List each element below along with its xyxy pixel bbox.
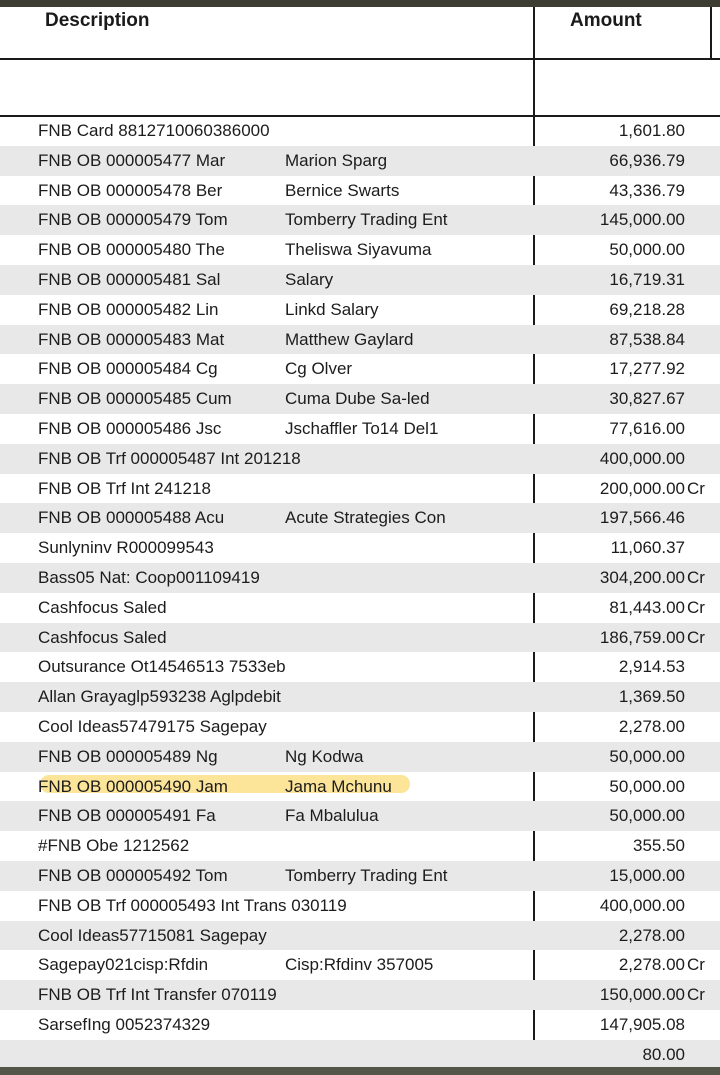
description-text: FNB OB 000005478 Ber (38, 180, 223, 200)
header-bottom-rule (0, 58, 720, 60)
header-right-divider (710, 7, 712, 59)
counterparty-text: Fa Mbalulua (285, 806, 379, 826)
counterparty-text: Marion Sparg (285, 150, 388, 170)
amount-value: 81,443.00 (609, 597, 685, 617)
credit-indicator: Cr (687, 985, 705, 1005)
amount-value: 80.00 (642, 1044, 685, 1064)
statement-row (0, 921, 720, 951)
credit-indicator: Cr (687, 478, 705, 498)
statement-row (0, 503, 720, 533)
description-text: Sunlyninv R000099543 (38, 538, 214, 558)
amount-value: 150,000.00 (599, 985, 685, 1005)
statement-row (0, 772, 720, 802)
statement-table (0, 116, 720, 1070)
statement-row (0, 1010, 720, 1040)
bottom-edge-strip (0, 1067, 720, 1075)
counterparty-text: Tomberry Trading Ent (285, 210, 448, 230)
credit-indicator: Cr (687, 627, 705, 647)
description-text: FNB OB 000005490 Jam (38, 776, 228, 796)
description-text: FNB OB 000005483 Mat (38, 329, 225, 349)
amount-value: 17,277.92 (609, 359, 685, 379)
counterparty-text: Cg Olver (285, 359, 353, 379)
description-text: FNB OB 000005484 Cg (38, 359, 218, 379)
counterparty-text: Tomberry Trading Ent (285, 865, 448, 885)
description-text: Cashfocus Saled (38, 627, 167, 647)
counterparty-text: Acute Strategies Con (285, 508, 446, 528)
top-edge-strip (0, 0, 720, 7)
description-text: FNB OB Trf 000005487 Int 201218 (38, 448, 301, 468)
description-text: FNB OB 000005489 Ng (38, 746, 218, 766)
statement-row (0, 712, 720, 742)
description-text: FNB OB 000005488 Acu (38, 508, 225, 528)
amount-value: 1,369.50 (618, 687, 685, 707)
description-text: Bass05 Nat: Coop001109419 (38, 567, 260, 587)
counterparty-text: Cisp:Rfdinv 357005 (285, 955, 434, 975)
amount-value: 2,278.00 (618, 716, 685, 736)
statement-row (0, 682, 720, 712)
amount-value: 11,060.37 (610, 538, 685, 558)
amount-value: 50,000.00 (609, 240, 685, 260)
statement-row (0, 176, 720, 206)
statement-row (0, 742, 720, 772)
counterparty-text: Jama Mchunu (285, 776, 392, 796)
amount-value: 66,936.79 (609, 150, 685, 170)
amount-value: 1,601.80 (618, 121, 685, 140)
counterparty-text: Ng Kodwa (285, 746, 364, 766)
amount-value: 2,914.53 (618, 657, 685, 677)
statement-row (0, 116, 720, 146)
amount-value: 186,759.00 (599, 627, 685, 647)
amount-value: 15,000.00 (609, 865, 685, 885)
statement-row (0, 295, 720, 325)
counterparty-text: Linkd Salary (285, 299, 379, 319)
description-text: FNB OB 000005481 Sal (38, 269, 221, 289)
amount-value: 77,616.00 (609, 418, 685, 438)
statement-row (0, 950, 720, 980)
amount-value: 50,000.00 (609, 776, 685, 796)
description-text: Allan Grayaglp593238 Aglpdebit (38, 687, 281, 707)
counterparty-text: Cuma Dube Sa-led (285, 389, 430, 409)
description-text: FNB OB 000005486 Jsc (38, 418, 222, 438)
statement-row (0, 265, 720, 295)
description-text: FNB OB Trf 000005493 Int Trans 030119 (38, 895, 347, 915)
description-text: Cool Ideas57715081 Sagepay (38, 925, 267, 945)
amount-value: 50,000.00 (609, 746, 685, 766)
description-text: FNB OB 000005482 Lin (38, 299, 219, 319)
description-text: FNB OB 000005480 The (38, 240, 225, 260)
statement-row (0, 533, 720, 563)
amount-value: 16,719.31 (609, 269, 685, 289)
description-text: FNB OB 000005479 Tom (38, 210, 228, 230)
statement-row (0, 325, 720, 355)
description-text: Cashfocus Saled (38, 597, 167, 617)
description-text: FNB OB Trf Int Transfer 070119 (38, 985, 277, 1005)
amount-value: 69,218.28 (609, 299, 685, 319)
description-text: Cool Ideas57479175 Sagepay (38, 716, 267, 736)
statement-row (0, 593, 720, 623)
description-text: FNB OB 000005491 Fa (38, 806, 216, 826)
counterparty-text: Matthew Gaylard (285, 329, 414, 349)
statement-row (0, 891, 720, 921)
description-text: FNB OB Trf Int 241218 (38, 478, 211, 498)
amount-value: 2,278.00 (618, 955, 685, 975)
amount-value: 50,000.00 (609, 806, 685, 826)
amount-value: 200,000.00 (599, 478, 685, 498)
amount-column-header: Amount (570, 10, 642, 31)
statement-row (0, 623, 720, 653)
description-text: FNB OB 000005485 Cum (38, 389, 232, 409)
statement-row (0, 831, 720, 861)
statement-row (0, 444, 720, 474)
statement-row (0, 414, 720, 444)
credit-indicator: Cr (687, 567, 705, 587)
amount-value: 30,827.67 (609, 389, 685, 409)
counterparty-text: Jschaffler To14 Del1 (285, 418, 439, 438)
counterparty-text: Theliswa Siyavuma (285, 240, 432, 260)
statement-row (0, 563, 720, 593)
statement-row (0, 205, 720, 235)
description-text: FNB OB 000005477 Mar (38, 150, 226, 170)
amount-value: 355.50 (633, 836, 685, 856)
amount-value: 400,000.00 (599, 448, 685, 468)
statement-row (0, 235, 720, 265)
description-text: FNB Card 8812710060386000 (38, 121, 270, 140)
statement-row (0, 980, 720, 1010)
statement-row (0, 384, 720, 414)
amount-value: 43,336.79 (609, 180, 685, 200)
statement-row (0, 801, 720, 831)
counterparty-text: Bernice Swarts (285, 180, 400, 200)
statement-row (0, 354, 720, 384)
description-text: SarsefIng 0052374329 (38, 1014, 211, 1034)
credit-indicator: Cr (687, 597, 705, 617)
statement-row (0, 652, 720, 682)
amount-value: 145,000.00 (599, 210, 685, 230)
description-text: Sagepay021cisp:Rfdin (38, 955, 209, 975)
credit-indicator: Cr (687, 955, 705, 975)
description-column-header: Description (45, 10, 150, 31)
amount-value: 2,278.00 (618, 925, 685, 945)
description-text: #FNB Obe 1212562 (38, 836, 190, 856)
statement-row (0, 474, 720, 504)
amount-value: 147,905.08 (599, 1014, 685, 1034)
statement-row (0, 1040, 720, 1070)
amount-value: 400,000.00 (599, 895, 685, 915)
description-text: Outsurance Ot14546513 7533eb (38, 657, 286, 677)
statement-row (0, 861, 720, 891)
statement-row (0, 146, 720, 176)
amount-value: 197,566.46 (599, 508, 685, 528)
description-text: FNB OB 000005492 Tom (38, 865, 228, 885)
amount-value: 304,200.00 (599, 567, 685, 587)
counterparty-text: Salary (285, 269, 334, 289)
amount-value: 87,538.84 (609, 329, 685, 349)
